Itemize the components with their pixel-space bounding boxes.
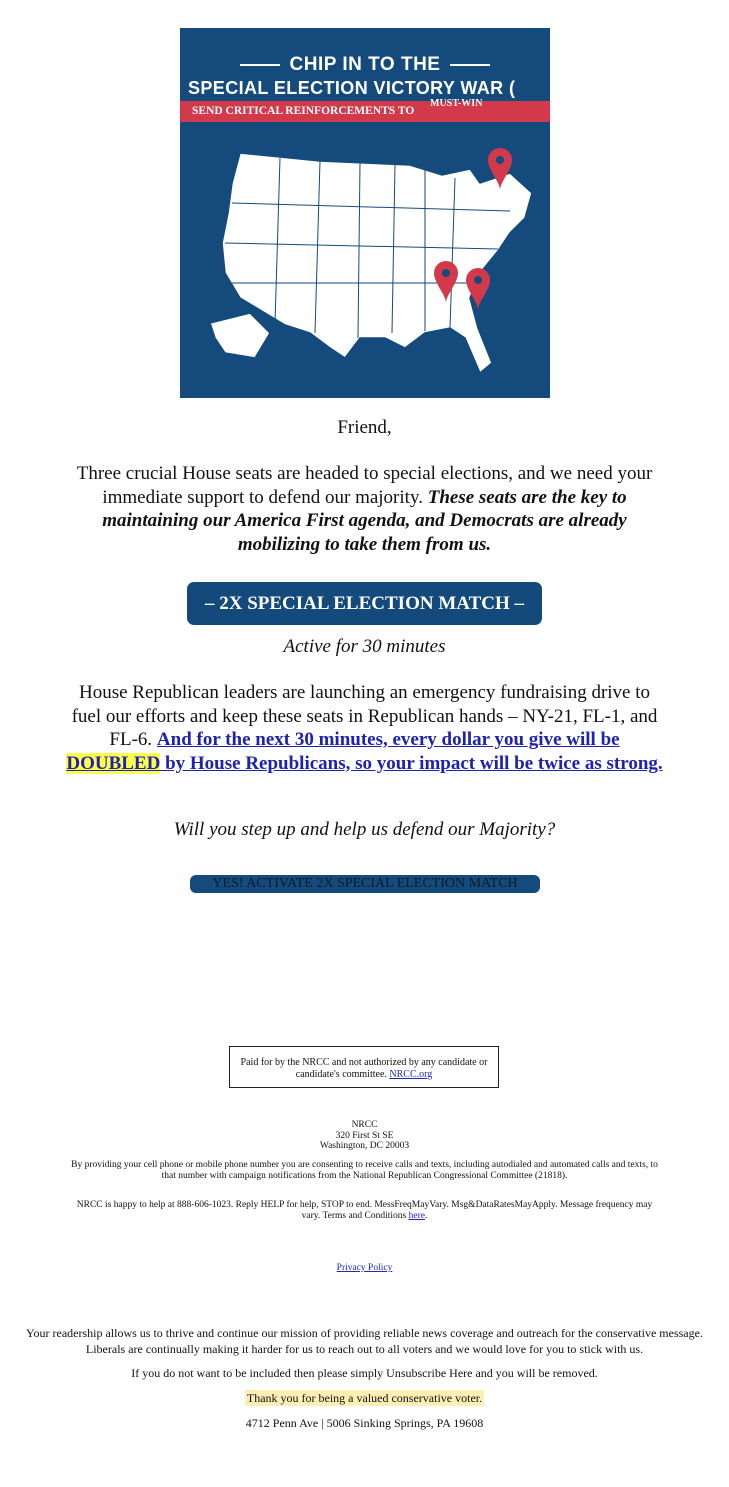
hero-banner-image: [180, 28, 550, 398]
doubled-donation-link[interactable]: And for the next 30 minutes, every dollar you give will be DOUBLED by House Republicans, so your impact will be twice as strong.: [66, 729, 663, 774]
terms-link[interactable]: here: [408, 1210, 425, 1221]
intro-emphasis: These seats are the key to maintaining our America First agenda, and Democrats are already mobilizing to take them from us.: [102, 486, 627, 555]
activate-match-button[interactable]: YES! ACTIVATE 2X SPECIAL ELECTION MATCH: [190, 875, 540, 893]
us-map-icon: [180, 133, 550, 398]
active-timer-text: Active for 30 minutes: [283, 636, 446, 657]
sms-help-text: NRCC is happy to help at 888-606-1023. Reply HELP for help, STOP to end. MessFreqMayVary. Msg&DataRatesMayApply. Message frequency may vary. Terms and Conditions here.: [76, 1200, 653, 1221]
unsubscribe-notice: If you do not want to be included then please simply Unsubscribe Here and you will be removed.: [131, 1366, 598, 1380]
match-banner-button[interactable]: – 2X SPECIAL ELECTION MATCH –: [187, 582, 542, 625]
intro-paragraph: Three crucial House seats are headed to special elections, and we need your immediate support to defend our majority. These seats are the key to maintaining our America First agenda, and Democrats are already mobilizing to take them from us.: [76, 463, 653, 555]
hero-red-band: SEND CRITICAL REINFORCEMENTS TO MUST-WIN: [180, 101, 550, 122]
nrcc-link[interactable]: NRCC.org: [389, 1069, 433, 1080]
sms-consent-text: By providing your cell phone or mobile phone number you are consenting to receive calls and texts, including autodialed and automated calls and texts, to that number with campaign notifications from the National Republican Congressional Committee (21818).: [71, 1160, 658, 1181]
readership-notice: Your readership allows us to thrive and continue our mission of providing reliable news coverage and outreach for the conservative message. Liberals are continually making it harder for us to reach out to all voters and we would love for you to stick with us.: [26, 1326, 703, 1356]
paid-for-disclaimer: Paid for by the NRCC and not authorized by any candidate or candidate's committee. NRCC.org: [229, 1046, 499, 1088]
mailing-address: NRCC 320 First St SE Washington, DC 20003: [319, 1120, 410, 1151]
privacy-policy-link[interactable]: Privacy Policy: [336, 1263, 393, 1273]
hero-headline-1: CHIP IN TO THE: [180, 54, 550, 76]
match-paragraph: House Republican leaders are launching an emergency fundraising drive to fuel our efforts and keep these seats in Republican hands – NY-21, FL-1, and FL-6. And for the next 30 minutes, every dollar you give will be DOUBLED by House Republicans, so your impact will be twice as strong.: [66, 682, 663, 774]
ask-question: Will you step up and help us defend our Majority?: [173, 819, 556, 840]
greeting: Friend,: [337, 417, 392, 438]
privacy-policy: [0, 1263, 729, 1274]
thanks-notice: Thank you for being a valued conservative voter.: [246, 1391, 483, 1405]
footer-address: 4712 Penn Ave | 5006 Sinking Springs, PA 19608: [245, 1416, 484, 1430]
hero-headline-2: SPECIAL ELECTION VICTORY WAR (: [188, 78, 516, 98]
